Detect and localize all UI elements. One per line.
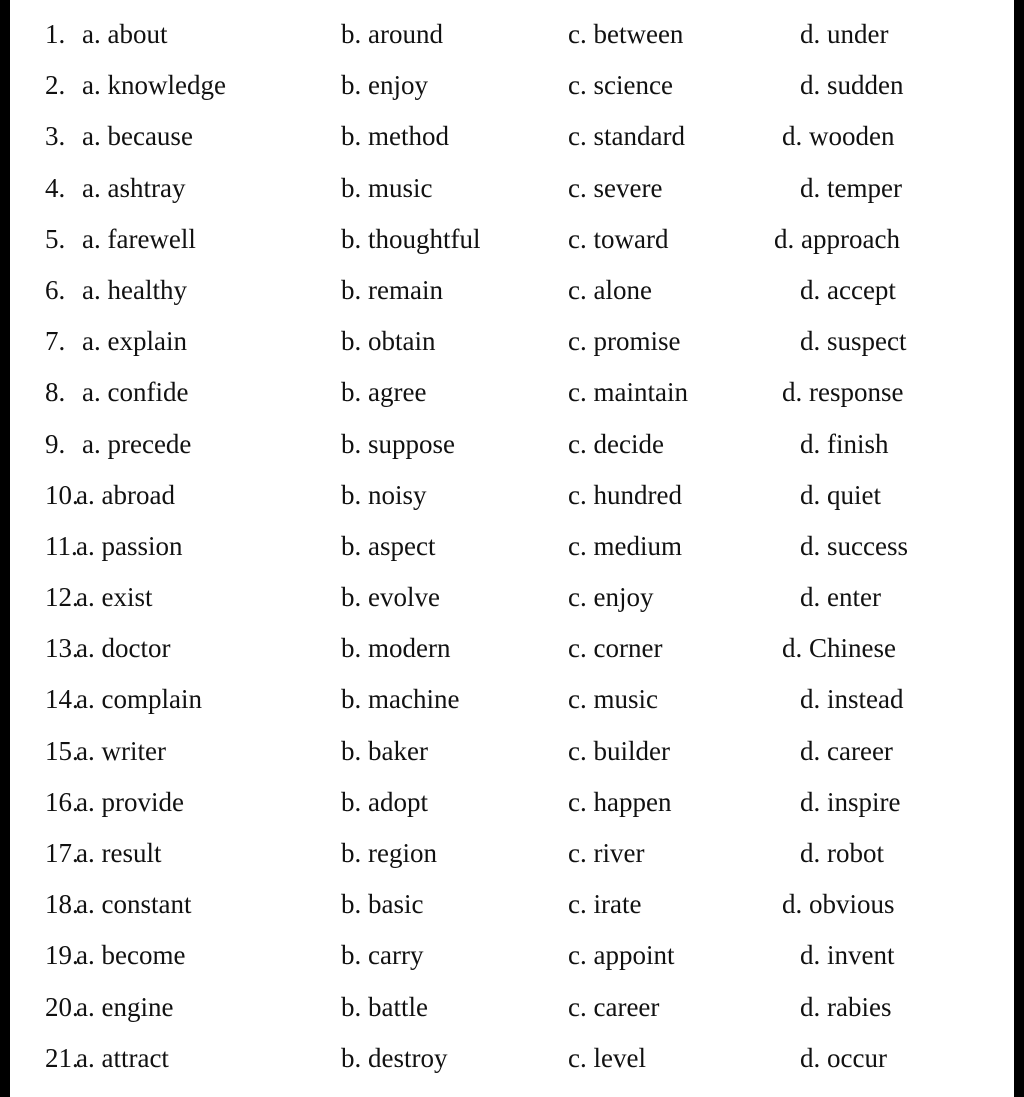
question-number: 20.: [45, 991, 79, 1022]
document-page: [10, 0, 1014, 1097]
question-number: 9.: [45, 428, 66, 459]
option-b: b. obtain: [341, 326, 436, 357]
question-number: 4.: [45, 172, 66, 203]
option-b: b. baker: [341, 735, 428, 766]
option-a: a. precede: [82, 428, 192, 459]
question-row: [10, 521, 1014, 572]
question-number: 19.: [45, 940, 79, 971]
option-b: b. basic: [341, 889, 424, 920]
option-a: a. constant: [76, 889, 192, 920]
question-row: [10, 214, 1014, 265]
question-number: 7.: [45, 326, 66, 357]
question-number: 17.: [45, 838, 79, 868]
question-row: [10, 1033, 1014, 1084]
option-b: b. around: [341, 19, 443, 49]
option-b: b. agree: [341, 377, 427, 408]
option-a: a. healthy: [82, 274, 187, 305]
question-number: 16.: [45, 786, 79, 817]
option-a: a. exist: [76, 582, 153, 613]
option-d: d. response: [782, 377, 904, 408]
option-b: b. battle: [341, 991, 428, 1022]
question-number: 12.: [45, 582, 79, 613]
option-b: b. aspect: [341, 530, 436, 561]
question-row: [10, 60, 1014, 111]
option-d: d. invent: [800, 940, 895, 971]
option-b: b. noisy: [341, 479, 427, 510]
question-number: 11.: [45, 530, 78, 561]
question-number: 5.: [45, 223, 66, 254]
option-a: a. provide: [76, 786, 184, 817]
option-b: b. thoughtful: [341, 223, 481, 254]
option-c: c. science: [568, 70, 673, 101]
option-a: a. complain: [76, 684, 202, 715]
question-row: [10, 9, 1014, 60]
option-d: d. temper: [800, 172, 902, 203]
question-row: [10, 982, 1014, 1033]
question-number: 10.: [45, 479, 79, 510]
option-c: c. happen: [568, 786, 672, 817]
option-c: c. hundred: [568, 479, 682, 510]
question-number: 8.: [45, 377, 66, 408]
question-row: [10, 828, 1014, 879]
question-row: [10, 572, 1014, 623]
option-b: b. music: [341, 172, 433, 203]
option-a: a. passion: [76, 530, 183, 561]
option-d: d. rabies: [800, 991, 892, 1022]
option-d: d. Chinese: [782, 633, 896, 664]
option-d: d. career: [800, 735, 893, 766]
option-c: c. appoint: [568, 940, 675, 971]
option-c: c. corner: [568, 633, 663, 664]
option-a: a. writer: [76, 735, 166, 766]
option-d: d. instead: [800, 684, 904, 715]
option-c: c. standard: [568, 121, 685, 152]
question-number: 13.: [45, 633, 79, 664]
option-d: d. wooden: [782, 121, 895, 152]
question-number: 3.: [45, 121, 66, 152]
option-c: c. promise: [568, 326, 681, 357]
option-a: a. engine: [76, 991, 174, 1022]
option-d: d. robot: [800, 838, 884, 868]
option-c: c. builder: [568, 735, 670, 766]
option-c: c. medium: [568, 530, 682, 561]
option-c: c. career: [568, 991, 660, 1022]
option-a: a. knowledge: [82, 70, 226, 101]
option-d: d. obvious: [782, 889, 895, 920]
option-b: b. machine: [341, 684, 460, 715]
option-c: c. enjoy: [568, 582, 654, 613]
question-number: 14.: [45, 684, 79, 715]
option-c: c. alone: [568, 274, 652, 305]
question-list: [10, 9, 1014, 1084]
option-c: c. music: [568, 684, 658, 715]
question-row: [10, 674, 1014, 725]
question-row: [10, 111, 1014, 162]
option-b: b. remain: [341, 274, 443, 305]
option-a: a. confide: [82, 377, 189, 408]
question-row: [10, 879, 1014, 930]
option-d: d. accept: [800, 274, 896, 305]
question-number: 15.: [45, 735, 79, 766]
option-c: c. irate: [568, 889, 642, 920]
option-d: d. inspire: [800, 786, 901, 817]
question-row: [10, 777, 1014, 828]
question-row: [10, 316, 1014, 367]
option-b: b. evolve: [341, 582, 440, 613]
option-d: d. under: [800, 19, 889, 49]
question-number: 2.: [45, 70, 66, 101]
option-d: d. sudden: [800, 70, 904, 101]
option-b: b. enjoy: [341, 70, 428, 101]
question-row: [10, 470, 1014, 521]
question-row: [10, 163, 1014, 214]
option-c: c. severe: [568, 172, 663, 203]
option-a: a. abroad: [76, 479, 175, 510]
option-a: a. doctor: [76, 633, 171, 664]
question-number: 1.: [45, 19, 66, 49]
question-row: [10, 623, 1014, 674]
question-row: [10, 265, 1014, 316]
option-b: b. region: [341, 838, 437, 868]
option-d: d. enter: [800, 582, 881, 613]
option-a: a. result: [76, 838, 162, 868]
option-a: a. about: [82, 19, 168, 49]
option-d: d. occur: [800, 1042, 887, 1073]
option-a: a. because: [82, 121, 193, 152]
option-a: a. explain: [82, 326, 187, 357]
option-d: d. approach: [774, 223, 900, 254]
question-row: [10, 419, 1014, 470]
question-row: [10, 726, 1014, 777]
question-row: [10, 367, 1014, 418]
option-c: c. level: [568, 1042, 646, 1073]
option-c: c. between: [568, 19, 684, 49]
option-a: a. ashtray: [82, 172, 186, 203]
option-c: c. maintain: [568, 377, 688, 408]
option-c: c. toward: [568, 223, 669, 254]
question-row: [10, 930, 1014, 981]
option-d: d. suspect: [800, 326, 907, 357]
option-b: b. method: [341, 121, 449, 152]
option-a: a. become: [76, 940, 186, 971]
question-number: 18.: [45, 889, 79, 920]
question-number: 6.: [45, 274, 66, 305]
option-b: b. adopt: [341, 786, 428, 817]
question-number: 21.: [45, 1042, 79, 1073]
option-a: a. attract: [76, 1042, 169, 1073]
option-b: b. destroy: [341, 1042, 448, 1073]
option-d: d. quiet: [800, 479, 881, 510]
option-b: b. suppose: [341, 428, 455, 459]
option-a: a. farewell: [82, 223, 196, 254]
option-d: d. finish: [800, 428, 889, 459]
option-c: c. river: [568, 838, 645, 868]
option-d: d. success: [800, 530, 908, 561]
option-b: b. modern: [341, 633, 451, 664]
option-b: b. carry: [341, 940, 424, 971]
option-c: c. decide: [568, 428, 664, 459]
